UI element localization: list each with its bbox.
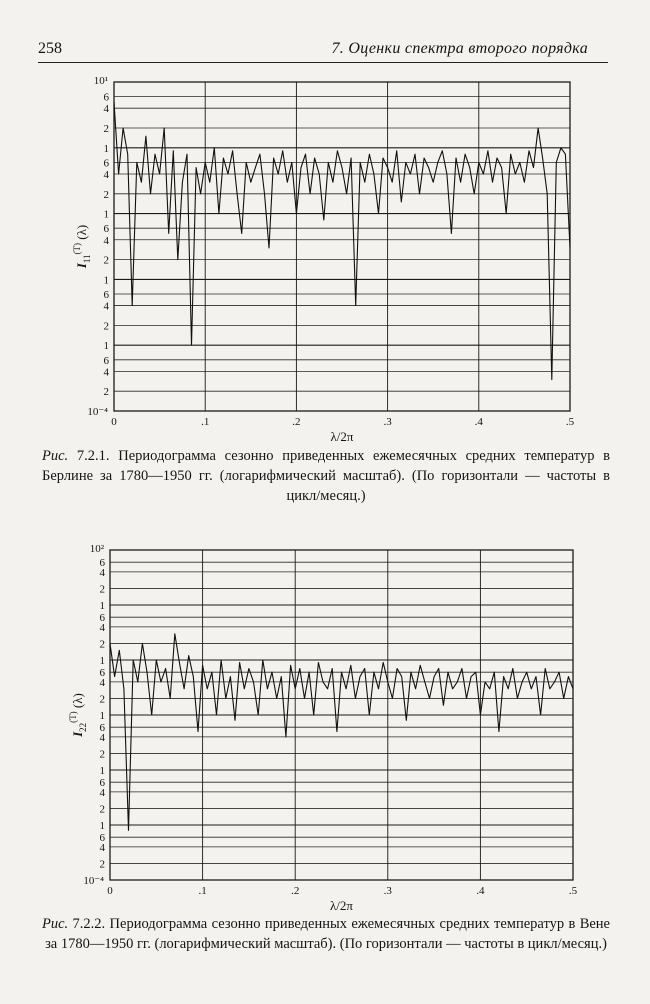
y-tick-label: 1	[99, 765, 105, 777]
y-tick-label: 1	[103, 208, 109, 221]
y-tick-label: 4	[103, 168, 109, 181]
y-tick-label: 1	[103, 340, 109, 353]
x-tick-label: .3	[383, 885, 392, 897]
caption-prefix: Рис.	[42, 448, 69, 464]
x-tick-label: .5	[565, 416, 575, 428]
y-tick-label: 4	[103, 103, 109, 116]
page-header	[38, 38, 608, 63]
y-tick-label: 4	[103, 234, 109, 247]
periodogram-series-line	[110, 634, 573, 831]
periodogram-chart-berlin	[0, 75, 650, 444]
x-tick-label: 0	[111, 416, 117, 428]
y-tick-label: 6	[99, 722, 105, 735]
y-tick-label: 1	[103, 274, 109, 287]
y-tick-label: 2	[99, 803, 105, 816]
caption-body: 7.2.1. Периодограмма сезонно приведенных ежемесячных средних температур в Берлине за 1780—1950 гг. (логарифмический масштаб). (По горизонтали — частоты в цикл/месяц.)	[42, 448, 611, 504]
y-tick-label: 1	[103, 142, 109, 155]
y-tick-label: 4	[99, 786, 105, 799]
y-tick-label: 6	[103, 223, 109, 236]
x-axis-label: λ/2π	[330, 429, 354, 444]
y-tick-label: 4	[99, 621, 105, 634]
y-decade-top-label: 10²	[89, 543, 104, 555]
figure-caption-vienna	[42, 914, 610, 954]
y-tick-label: 2	[103, 188, 109, 201]
caption-body: 7.2.2. Периодограмма сезонно приведенных ежемесячных средних температур в Вене за 1780—1950 гг. (логарифмический масштаб). (По горизонтали — частоты в цикл/месяц.)	[45, 916, 610, 952]
plot-frame	[114, 82, 570, 411]
periodogram-series-line	[114, 102, 570, 380]
y-tick-label: 6	[99, 832, 105, 845]
x-tick-label: .3	[383, 416, 392, 428]
y-tick-label: 6	[99, 612, 105, 625]
y-tick-label: 1	[99, 710, 105, 722]
y-tick-label: 4	[99, 676, 105, 689]
y-tick-label: 1	[99, 655, 105, 667]
x-tick-label: .1	[198, 885, 207, 897]
y-tick-label: 6	[99, 777, 105, 790]
figure-caption-berlin	[42, 446, 610, 506]
x-tick-label: .1	[201, 416, 210, 428]
x-tick-label: .4	[476, 885, 485, 897]
x-tick-label: .2	[291, 885, 300, 897]
x-tick-label: .5	[568, 885, 578, 897]
y-axis-label: $I_{11}^{(T)}$ (λ)	[72, 224, 92, 269]
y-tick-label: 2	[103, 386, 109, 399]
y-tick-label: 6	[103, 91, 109, 104]
y-axis-label: $I_{22}^{(T)}$ (λ)	[68, 693, 88, 737]
y-tick-label: 1	[99, 600, 105, 612]
y-tick-label: 2	[99, 858, 105, 871]
y-tick-label: 6	[99, 667, 105, 680]
y-tick-label: 1	[99, 820, 105, 832]
y-decade-top-label: 10¹	[93, 75, 108, 87]
y-tick-label: 4	[99, 731, 105, 744]
x-tick-label: 0	[107, 885, 113, 897]
y-tick-label: 2	[99, 693, 105, 706]
periodogram-chart-vienna	[0, 543, 650, 913]
y-tick-label: 2	[99, 748, 105, 761]
y-decade-bottom-label: 10⁻⁴	[87, 406, 108, 418]
y-tick-label: 4	[99, 566, 105, 579]
y-tick-label: 2	[103, 254, 109, 267]
running-title: 7. Оценки спектра второго порядка	[331, 40, 588, 57]
y-tick-label: 2	[99, 638, 105, 651]
page-number: 258	[38, 40, 62, 57]
y-tick-label: 6	[103, 157, 109, 170]
y-decade-bottom-label: 10⁻⁴	[83, 875, 104, 887]
x-tick-label: .4	[474, 416, 483, 428]
y-tick-label: 2	[103, 320, 109, 333]
y-tick-label: 6	[103, 354, 109, 367]
y-tick-label: 4	[103, 300, 109, 313]
y-tick-label: 6	[99, 557, 105, 570]
x-axis-label: λ/2π	[330, 898, 353, 913]
y-tick-label: 4	[103, 366, 109, 379]
y-tick-label: 2	[103, 122, 109, 135]
y-tick-label: 4	[99, 841, 105, 854]
y-tick-label: 2	[99, 583, 105, 596]
y-tick-label: 6	[103, 288, 109, 301]
caption-prefix: Рис.	[42, 916, 69, 932]
x-tick-label: .2	[292, 416, 301, 428]
